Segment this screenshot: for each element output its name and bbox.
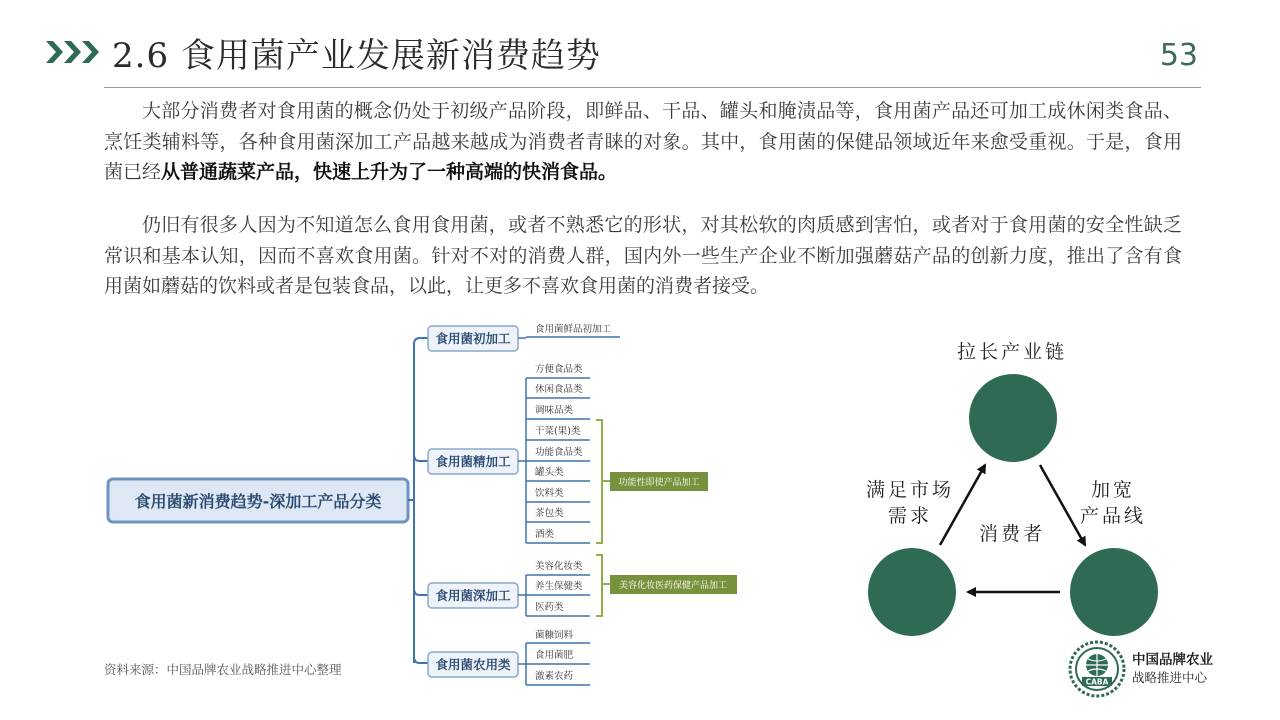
- branch-label: 食用菌初加工: [435, 331, 511, 346]
- left-circle: [868, 548, 956, 636]
- branch-label: 食用菌精加工: [435, 454, 511, 469]
- consumer-cycle-diagram: [840, 330, 1180, 650]
- branch-label: 食用菌深加工: [435, 588, 511, 603]
- leaf-item: 医药类: [535, 602, 564, 613]
- leaf-item: 菌糠饲料: [535, 630, 574, 641]
- group-bracket: [596, 555, 610, 616]
- leaf-item: 方便食品类: [535, 364, 583, 375]
- left-label-line1: 满足市场: [865, 479, 955, 501]
- top-label: 拉长产业链: [956, 341, 1068, 363]
- page-number: 53: [1159, 38, 1198, 73]
- branch-label: 食用菌农用类: [435, 657, 511, 672]
- left-label-line2: 需求: [887, 505, 933, 527]
- page-title: 2.6 食用菌产业发展新消费趋势: [112, 36, 601, 76]
- paragraph-1-emphasis: 从普通蔬菜产品，快速上升为了一种高端的快消食品。: [161, 161, 618, 183]
- center-label: 消费者: [978, 523, 1046, 545]
- leaf-item: 干菜(果)类: [535, 426, 581, 437]
- group-bracket: [596, 420, 610, 543]
- leaf-item: 功能食品类: [535, 447, 583, 458]
- leaf-item: 饮料类: [535, 488, 564, 499]
- arrow-top-to-right: [1040, 465, 1085, 545]
- branch-primary-processing: [428, 323, 620, 351]
- right-label-line1: 加宽: [1090, 479, 1136, 501]
- leaf-item: 美容化妆类: [535, 561, 583, 572]
- leaf-item: 养生保健类: [535, 581, 583, 592]
- leaf-item: 激素农药: [535, 671, 574, 682]
- tree-root-label: 食用菌新消费趋势-深加工产品分类: [134, 492, 382, 511]
- right-label-line2: 产品线: [1079, 505, 1147, 527]
- leaf-item: 食用菌鲜品初加工: [535, 324, 612, 335]
- branch-fine-processing: [428, 363, 708, 543]
- caba-logo-icon: [1068, 640, 1126, 698]
- paragraph-2-text: 仍旧有很多人因为不知道怎么食用食用菌，或者不熟悉它的形状，对其松软的肉质感到害怕，或者对于食用菌的安全性缺乏常识和基本认知，因而不喜欢食用菌。针对不对的消费人群，国内外一些生产企业不断加强蘑菇产品的创新力度，推出了含有食用菌如蘑菇的饮料或者是包装食品，以此，让更多不喜欢食用菌的消费者接受。: [104, 214, 1182, 297]
- source-note: 资料来源：中国品牌农业战略推进中心整理: [104, 662, 342, 677]
- leaf-item: 调味品类: [535, 405, 574, 416]
- logo-text: [1132, 651, 1213, 687]
- group-label: 功能性即使产品加工: [618, 478, 700, 488]
- tree-root-connector: [408, 338, 428, 663]
- logo-badge: CABA: [1085, 677, 1109, 687]
- leaf-item: 酒类: [535, 529, 555, 540]
- branch-deep-processing: [428, 555, 737, 616]
- logo-name-line1: 中国品牌农业: [1132, 652, 1213, 668]
- branch-agricultural-use: [428, 629, 590, 685]
- leaf-item: 休闲食品类: [535, 384, 583, 395]
- paragraph-1-text: 大部分消费者对食用菌的概念仍处于初级产品阶段，即鲜品、干品、罐头和腌渍品等，食用菌产品还可加工成休闲类食品、烹饪类辅料等，各种食用菌深加工产品越来越成为消费者青睐的对象。其中，食用菌的保健品领域近年来愈受重视。于是，食用菌已经: [104, 100, 1182, 183]
- top-circle: [969, 374, 1057, 462]
- leaf-item: 食用菌肥: [535, 650, 574, 661]
- group-label: 美容化妆医药保健产品加工: [618, 581, 728, 591]
- leaf-item: 罐头类: [535, 467, 564, 478]
- right-circle: [1070, 548, 1158, 636]
- leaf-item: 茶包类: [535, 508, 564, 519]
- logo-name-line2: 战略推进中心: [1132, 670, 1208, 685]
